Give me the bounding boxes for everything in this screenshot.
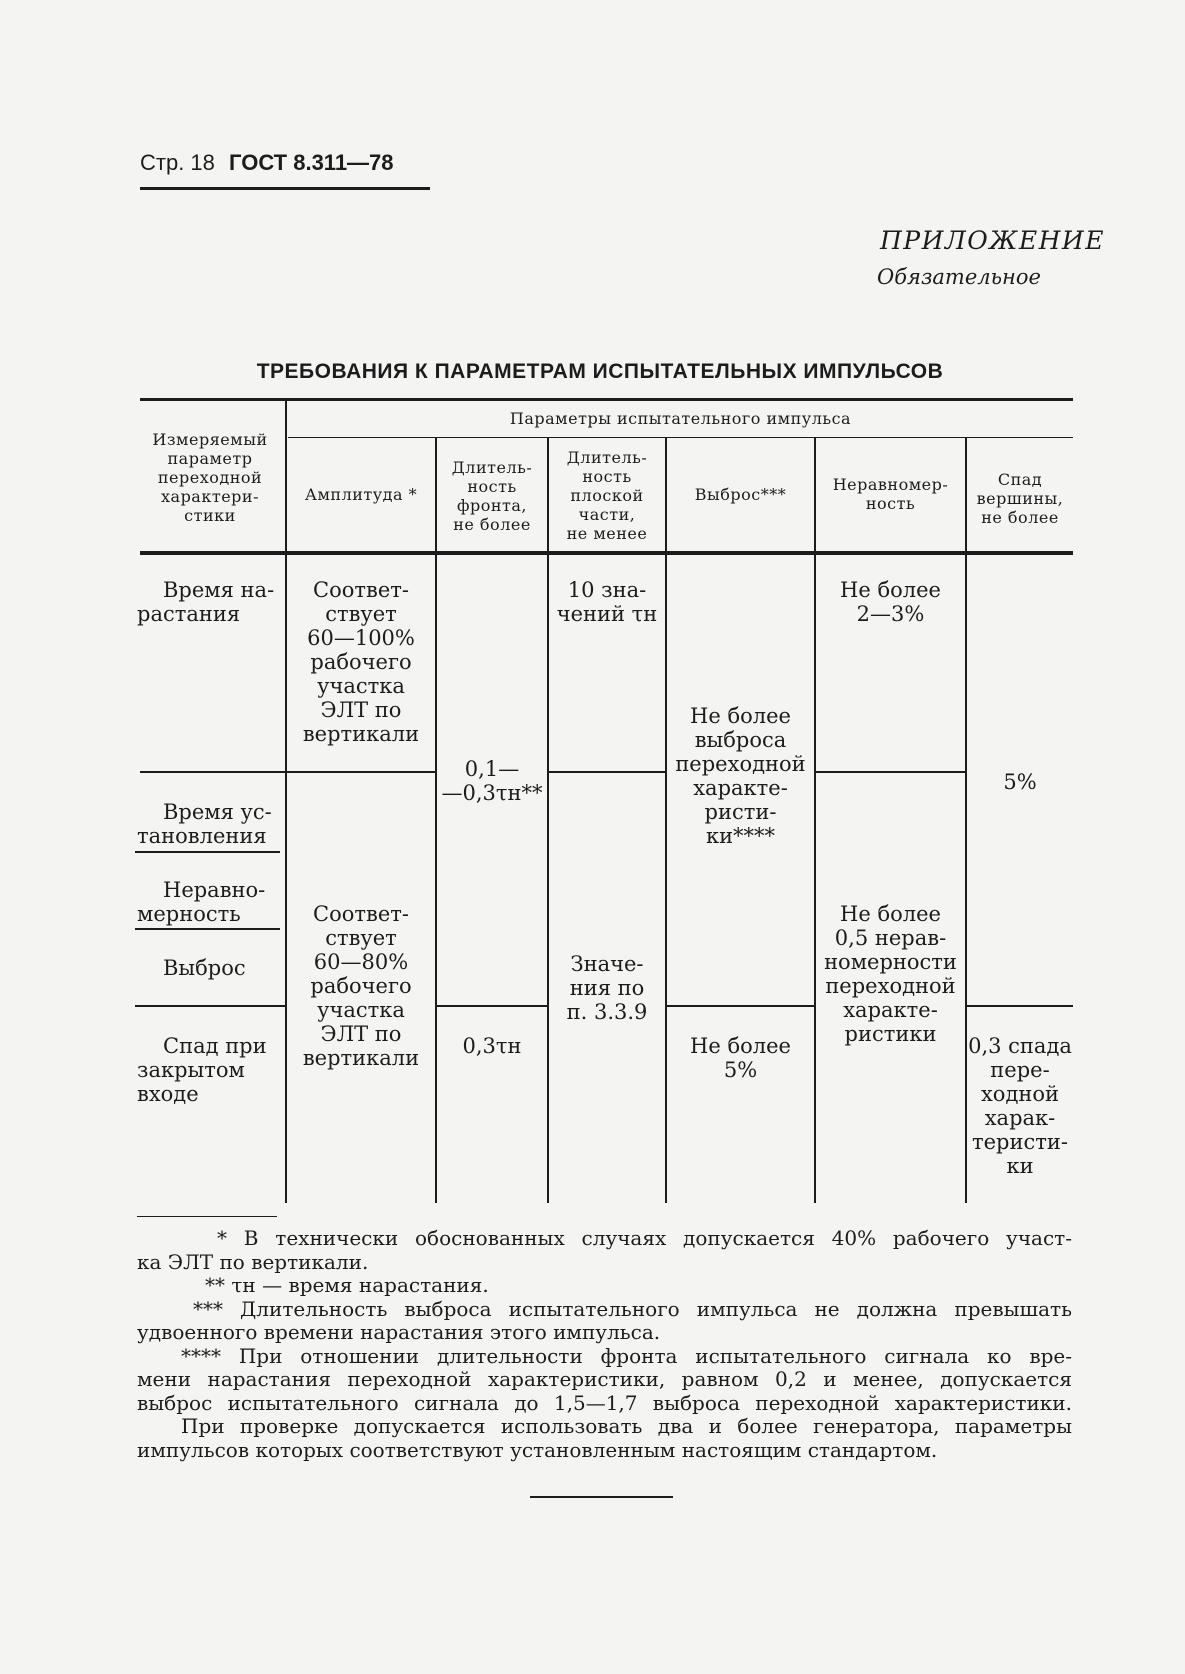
cell-line: выброса <box>694 728 787 752</box>
row-rule-label-4 <box>135 1005 285 1007</box>
cell-line: ствует <box>325 602 397 626</box>
col-header-line: плоской <box>570 486 644 505</box>
cell-line: ки**** <box>705 824 776 848</box>
col-header-droop <box>967 470 1073 527</box>
col-header-line: части, <box>578 505 636 524</box>
cell-line: 10 зна- <box>567 578 647 602</box>
row-label-droop <box>137 1034 282 1106</box>
col-header-line: вершины, <box>976 489 1064 508</box>
group-header: Параметры испытательного импульса <box>509 409 852 428</box>
row-label-line: растания <box>137 602 241 626</box>
cell-line: пере- <box>990 1058 1050 1082</box>
first-col-header <box>135 430 285 525</box>
col-header-flat <box>549 448 665 543</box>
appendix-subtitle: Обязательное <box>877 265 1041 289</box>
row-label-line: мерность <box>137 902 241 926</box>
cell-line: 2—3% <box>856 602 925 626</box>
cell-line: Не более <box>840 902 941 926</box>
vrule-5 <box>814 437 816 1203</box>
row-label-settle <box>137 800 282 848</box>
cell-front-2: 0,3τн <box>462 1034 522 1058</box>
row-rule-amp <box>287 771 435 773</box>
col-header-line: не более <box>453 515 531 534</box>
cell-line: 0,1— <box>464 757 520 781</box>
col-header-line: Длитель- <box>451 458 533 477</box>
cell-front-1 <box>437 757 547 805</box>
col-header-line: Неравномер- <box>832 475 949 494</box>
cell-line: ния по <box>569 976 645 1000</box>
cell-line: 0,3 спада <box>968 1034 1072 1058</box>
cell-line: 60—80% <box>313 950 409 974</box>
first-col-header-line: переходной <box>157 468 263 487</box>
cell-amplitude-2 <box>287 902 435 1070</box>
cell-line: характе- <box>843 998 938 1022</box>
first-col-header-line: параметр <box>167 449 253 468</box>
cell-line: теристи- <box>972 1130 1068 1154</box>
cell-flat-2 <box>549 952 665 1024</box>
cell-line: ЭЛТ по <box>320 698 402 722</box>
cell-line: номерности <box>824 950 957 974</box>
page-label: Стр. 18 <box>140 150 215 175</box>
cell-line: Соответ- <box>313 578 409 602</box>
col-header-line: ность <box>467 477 517 496</box>
cell-line: вертикали <box>302 722 420 746</box>
row-rule-droop <box>967 1005 1073 1007</box>
footnote-line: * В технически обоснованных случаях допускается 40% рабочего участ- <box>217 1226 1072 1250</box>
standard-number: ГОСТ 8.311—78 <box>229 150 394 175</box>
row-label-line: Время ус- <box>163 800 272 824</box>
col-header-line: Длитель- <box>566 448 648 467</box>
row-rule-over <box>667 1005 814 1007</box>
vrule-2 <box>435 437 437 1203</box>
row-rule-label-1 <box>140 771 285 773</box>
cell-nonuniformity-2 <box>816 902 965 1046</box>
cell-line: харак- <box>984 1106 1056 1130</box>
col-header-line: Спад <box>997 470 1043 489</box>
cell-line: 60—100% <box>307 626 415 650</box>
cell-line: переходной <box>675 752 806 776</box>
end-rule <box>530 1496 673 1498</box>
col-header-nonuniformity <box>816 475 965 513</box>
first-col-header-line: Измеряемый <box>152 430 268 449</box>
row-label-rise <box>137 578 282 626</box>
row-label-line: тановления <box>137 824 267 848</box>
footnote-line: выброс испытательного сигнала до 1,5—1,7 выброса переходной характеристики. <box>137 1390 1072 1415</box>
cell-line: чений τн <box>556 602 658 626</box>
cell-line: Не более <box>840 578 941 602</box>
footnote-separator <box>137 1216 277 1217</box>
cell-droop-1: 5% <box>1003 770 1037 794</box>
col-header-line: не более <box>981 508 1059 527</box>
header-rule <box>140 187 430 190</box>
row-label-nonuniformity <box>137 878 282 926</box>
col-header-overshoot: Выброс*** <box>694 485 787 504</box>
cell-line: рабочего <box>310 974 412 998</box>
page-header <box>140 150 394 176</box>
cell-amplitude-1 <box>287 578 435 746</box>
cell-overshoot-1 <box>667 704 814 848</box>
cell-line: п. 3.3.9 <box>566 1000 648 1024</box>
footnote-line: импульсов которых соответствуют установленным настоящим стандартом. <box>137 1437 938 1462</box>
cell-line: ристи- <box>704 800 777 824</box>
col-header-line: ность <box>582 467 632 486</box>
vrule-1 <box>285 401 287 1203</box>
cell-line: Соответ- <box>313 902 409 926</box>
cell-line: рабочего <box>310 650 412 674</box>
footnote-line: При проверке допускается использовать два и более генератора, параметры <box>181 1414 1072 1438</box>
table-top-rule <box>140 398 1073 401</box>
row-rule-flat <box>549 771 665 773</box>
cell-overshoot-2 <box>667 1034 814 1082</box>
footnote-line: удвоенного времени нарастания этого импульса. <box>137 1320 661 1344</box>
cell-line: Не более <box>690 1034 791 1058</box>
first-col-header-line: стики <box>184 506 236 525</box>
table-title: ТРЕБОВАНИЯ К ПАРАМЕТРАМ ИСПЫТАТЕЛЬНЫХ ИМПУЛЬСОВ <box>256 360 944 383</box>
cell-line: ствует <box>325 926 397 950</box>
cell-line: переходной <box>825 974 956 998</box>
cell-line: 0,5 нерав- <box>834 926 947 950</box>
row-label-line: Спад при <box>163 1034 267 1058</box>
col-header-line: фронта, <box>456 496 528 515</box>
footnote-line: *** Длительность выброса испытательного импульса не должна превышать <box>193 1296 1072 1321</box>
first-col-header-line: характери- <box>161 487 259 506</box>
cell-line: Значе- <box>570 952 644 976</box>
col-header-line: ность <box>865 494 916 513</box>
row-rule-label-3 <box>135 928 280 930</box>
col-header-amplitude: Амплитуда * <box>304 485 418 504</box>
cell-line: ристики <box>844 1022 937 1046</box>
cell-droop-2 <box>967 1034 1073 1178</box>
cell-line: участка <box>317 998 405 1022</box>
cell-line: участка <box>317 674 405 698</box>
footnote-line: **** При отношении длительности фронта испытательного сигнала ко вре- <box>181 1343 1072 1368</box>
header-bottom-rule <box>140 551 1073 555</box>
cell-flat-1 <box>549 578 665 626</box>
footnote-line: ка ЭЛТ по вертикали. <box>137 1249 369 1274</box>
footnotes <box>137 1227 1072 1462</box>
row-rule-nonu <box>816 771 965 773</box>
footnote-line: мени нарастания переходной характеристики, равном 0,2 и менее, допускается <box>137 1367 1072 1391</box>
cell-line: ЭЛТ по <box>320 1022 402 1046</box>
footnote-line: ** τн — время нарастания. <box>205 1273 489 1297</box>
row-label-overshoot: Выброс <box>163 956 246 980</box>
vrule-3 <box>547 437 549 1203</box>
cell-line: 5% <box>723 1058 758 1082</box>
appendix-title: ПРИЛОЖЕНИЕ <box>880 226 1105 255</box>
group-header-rule <box>288 437 1073 438</box>
cell-line: ки <box>1006 1154 1034 1178</box>
cell-line: ходной <box>980 1082 1060 1106</box>
col-header-front <box>437 458 547 534</box>
col-header-line: не менее <box>566 524 648 543</box>
cell-line: вертикали <box>302 1046 420 1070</box>
row-rule-label-2 <box>135 851 280 853</box>
cell-line: Не более <box>690 704 791 728</box>
cell-nonuniformity-1 <box>816 578 965 626</box>
cell-line: —0,3τн** <box>441 781 543 805</box>
cell-line: характе- <box>693 776 788 800</box>
row-label-line: входе <box>137 1082 199 1106</box>
row-label-line: Время на- <box>163 578 275 602</box>
row-label-line: Неравно- <box>163 878 266 902</box>
row-label-line: закрытом <box>137 1058 245 1082</box>
row-rule-front <box>437 1005 547 1007</box>
